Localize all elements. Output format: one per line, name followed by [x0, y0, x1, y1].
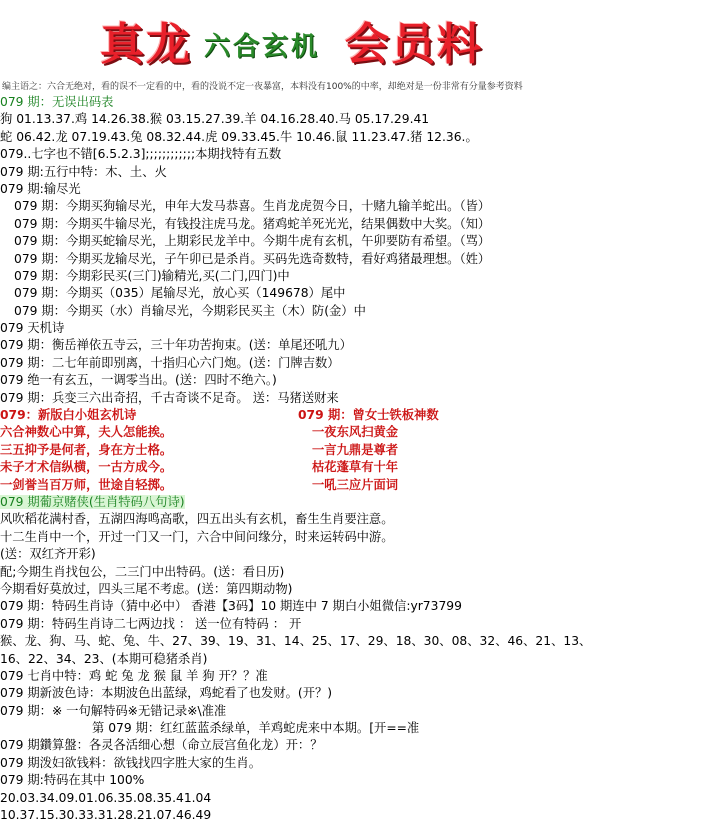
text-line: 079 期：今期买（035）尾输尽光，放心买（149678）尾中: [14, 286, 346, 301]
poem-row: [0, 459, 720, 476]
text-line: 079 期鑽算盤：各灵各活细心想（命立辰宫鱼化龙）开：？: [0, 738, 323, 753]
number-line: 20.03.34.09.01.06.35.08.35.41.04: [0, 790, 212, 805]
text-line: 079 期：特码生肖诗二七两边找 ： 送一位有特码 ： 开: [0, 616, 302, 631]
text-line: 079 天机诗: [0, 321, 65, 336]
left-poem-line: 未子才术信纵横，一古方成今。: [0, 460, 173, 475]
text-line: 079..七字也不错[6.5.2.3];;;;;;;;;;;;本期找特有五数: [0, 147, 282, 162]
text-line: 079 期:五行中特：木、土、火: [0, 164, 167, 179]
header-banner: [0, 0, 720, 78]
right-poem-line: 枯花蓬草有十年: [312, 460, 399, 475]
text-line: 079 期：今期买牛输尽光，有钱投注虎马龙。猪鸡蛇羊死光光，结果偶数中大奖。（知）: [14, 216, 491, 231]
section-heading: [0, 494, 720, 511]
left-poem-line: 三五抑予是何者，身在方士格。: [0, 442, 173, 457]
left-poem-line: 一剑誉当百万师，世途自轻掷。: [0, 477, 173, 492]
text-line: 第 079 期：红红蓝蓝杀绿单，羊鸡蛇虎来中本期。[开==准: [92, 721, 420, 736]
text-line: 079 绝一有玄五，一调零当出。(送：四时不绝六。): [0, 373, 277, 388]
text-line: 079 期：兵变三六出奇招，千古奇谈不足奇。 送：马猪送财来: [0, 390, 339, 405]
number-line: 10.37.15.30.33.31.28.21.07.46.49: [0, 808, 212, 823]
poem-row: [0, 442, 720, 459]
text-line: 079 期：今期彩民买(三门)输精光,买(二门,四门)中: [14, 268, 290, 283]
heading-highlight: 079 期葡京赌侠(生肖特码八句诗): [0, 494, 185, 509]
text-line: 079 期：特码生肖诗（猜中必中） 香港【3码】10 期连中 7 期白小姐微信:yr73799: [0, 599, 462, 614]
title-part2: 六合玄机: [204, 32, 321, 62]
text-line: 079 期：今期买龙输尽光，子午卯已是杀肖。买码先选奇数特，看好鸡猪最理想。（姓）: [14, 251, 491, 266]
main-content: [0, 94, 720, 824]
poem-row: [0, 424, 720, 441]
title-part3: 会员料: [345, 19, 483, 70]
text-line: 配;今期生肖找包公，二三门中出特码。(送：看日历): [0, 564, 285, 579]
text-line: 蛇 06.42.龙 07.19.43.兔 08.32.44.虎 09.33.45.牛 10.46.鼠 11.23.47.猪 12.36.。: [0, 129, 478, 144]
poem-row: [0, 477, 720, 494]
text-line: 079 期新波色诗：本期波色出蓝绿，鸡蛇看了也发财。(开？): [0, 686, 333, 701]
text-line: 079 期：今期买狗输尽光，申年大发马恭喜。生肖龙虎贺今日，十赌九输羊蛇出。（皆）: [14, 199, 491, 214]
text-line: (送：双红齐开彩): [0, 547, 96, 562]
poem-title-row: [0, 407, 720, 424]
text-line: 079 期:输尽光: [0, 181, 81, 196]
text-line: 猴、龙、狗、马、蛇、兔、牛、27、39、19、31、14、25、17、29、18、30、08、32、46、21、13、: [0, 634, 592, 649]
text-line: 079 期：※ 一句解特码※无错记录※\准准: [0, 703, 227, 718]
text-line: 079 期：衡岳禅依五寺云，三十年功苦拘束。(送：单尾还吼九）: [0, 338, 352, 353]
text-line: 079 期：今期买蛇输尽光，上期彩民龙羊中。今期牛虎有玄机，午卯要防有希望。（骂）: [14, 234, 491, 249]
section-heading: 079 期：无误出码表: [0, 95, 114, 109]
text-line: 十二生肖中一个，开过一门又一门，六合中间问缘分，时来运转码中游。: [0, 529, 394, 544]
disclaimer-text: 编主语之：六合无绝对，看的误不一定看的中，看的没说不定一夜暴富，本料没有100%的中率，却绝对是一份非常有分量参考资料: [2, 82, 523, 92]
text-line: 16、22、34、23、(本期可稳猪杀肖): [0, 651, 208, 666]
text-line: 079 期:特码在其中 100%: [0, 773, 145, 788]
right-poem-title: 079 期：曾女士铁板神数: [298, 408, 439, 423]
text-line: 079 期：今期买（水）肖输尽光，今期彩民买主（木）防(金）中: [14, 303, 366, 318]
title-part1: 真龙: [100, 19, 192, 70]
text-line: 079 期泼妇欲钱料：欲钱找四字胜大家的生肖。: [0, 755, 262, 770]
left-poem-title: 079：新版白小姐玄机诗: [0, 408, 137, 423]
right-poem-line: 一言九鼎是尊者: [312, 442, 399, 457]
text-line: 079 期：二七年前即别离，十指归心六门炮。(送：门牌吉数）: [0, 355, 340, 370]
text-line: 今期看好莫放过，四头三尾不考虑。(送：第四期动物): [0, 581, 293, 596]
right-poem-line: 一吼三应片面词: [312, 477, 399, 492]
right-poem-line: 一夜东风扫黄金: [312, 425, 399, 440]
text-line: 风吹稻花满村香，五湖四海鸣高歌，四五出头有玄机，畜生生肖要注意。: [0, 512, 394, 527]
left-poem-line: 六合神数心中算，夫人怎能挨。: [0, 425, 173, 440]
text-line: 079 七肖中特：鸡 蛇 兔 龙 猴 鼠 羊 狗 开？？准: [0, 668, 268, 683]
text-line: 狗 01.13.37.鸡 14.26.38.猴 03.15.27.39.羊 04.16.28.40.马 05.17.29.41: [0, 112, 430, 127]
